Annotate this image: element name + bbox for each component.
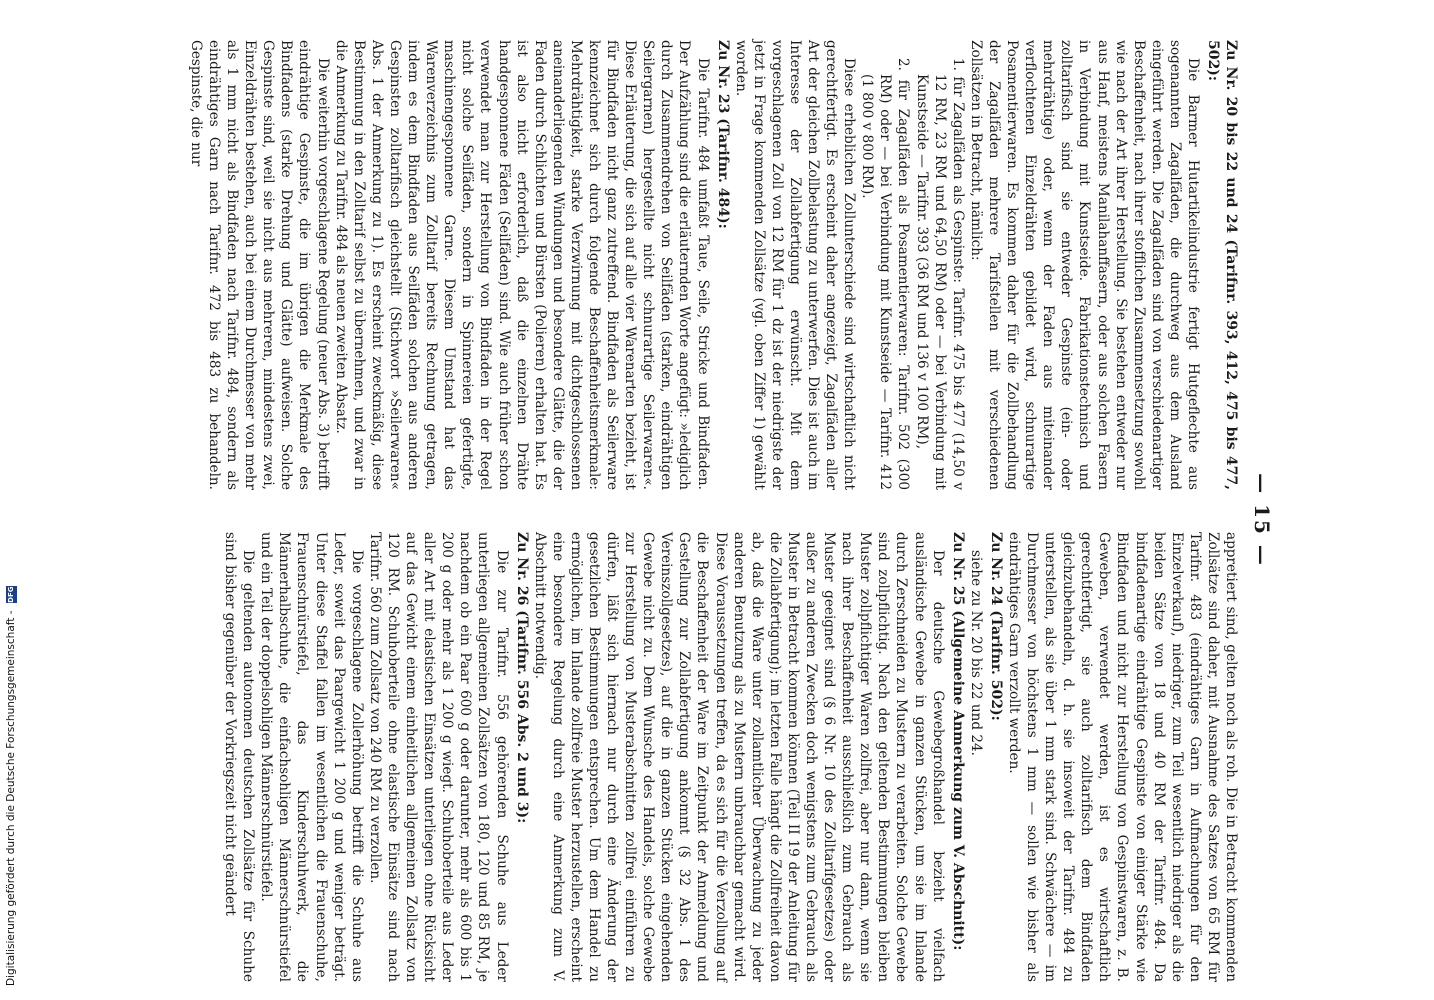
paragraph: Die vorgeschlagene Zollerhöhung betrifft die Schuhe aus Leder, soweit das Paargewicht 1 200 g und weniger beträgt. Unter diese Staffel fallen im wesentlichen die Frauenschuhe, Frauenschnürstiefel, das Kinderschuhwerk, die Männerhalbschuhe, die einfachsohligen Männerschnürstiefel und ein Teil der doppelsohligen Männerschnürstiefel.	[258, 532, 365, 982]
paragraph: appretiert sind, gelten noch als roh. Die in Betracht kommenden Zollsätze sind daher, mit Ausnahme des Satzes von 65 RM für Tarifnr. 483 (eindrähtiges Garn in Aufmachungen für den Einzelverkauf), niedriger, zum Teil wesentlich niedriger als die beiden Sätze von 18 und 40 RM der Tarifnr. 484. Da bindfadenartige eindrähtige Gespinste von einiger Stärke wie Bindfaden und nicht zur Herstellung von Gespinstwaren, z. B. Geweben, verwendet werden, ist es wirtschaftlich gerechtfertigt, sie auch zolltarifisch dem Bindfaden gleichzubehandeln, d. h. sie insoweit der Tarifnr. 484 zu unterstellen, als sie über 1 mm stark sind. Schwächere — im Durchmesser von höchstens 1 mm — sollen wie bisher als eindrähtiges Garn verzollt werden.	[1005, 532, 1239, 982]
paragraph: Die Barmer Hutartikelindustrie fertigt Hutgeflechte aus sogenannten Zagalfäden, die durchweg aus dem Ausland eingeführt werden. Die Zagalfäden sind von verschiedenartiger Beschaffenheit, nach ihrer stofflichen Zusammensetzung sowohl wie nach der Art ihrer Herstellung. Sie bestehen entweder nur aus Hanf, meistens Manilahanffasern, oder aus solchen Fasern in Verbindung mit Kunstseide. Fabrikationstechnisch und zolltarifisch sind sie entweder Gespinste (ein- oder mehrdrähtige) oder, wenn der Faden aus miteinander verflochtenen Einzeldrähten gebildet wird, schnurartige Posamentierwaren. Es kommen daher für die Zollbehandlung der Zagalfäden mehrere Tarifstellen mit verschiedenen Zollsätzen in Betracht, nämlich:	[967, 40, 1201, 490]
section-heading: Zu Nr. 25 (Allgemeine Anmerkung zum V. Abschnitt):	[949, 532, 966, 951]
section-heading: Zu Nr. 20 bis 22 und 24 (Tarifnr. 393, 412, 475 bis 477, 502):	[1205, 40, 1239, 490]
page-number: — 15 —	[1250, 473, 1274, 567]
section-heading: Zu Nr. 23 (Tarifnr. 484):	[714, 40, 731, 229]
right-column	[221, 532, 1240, 982]
section-heading: Zu Nr. 24 (Tarifnr. 502):	[987, 532, 1004, 721]
paragraph: Der deutsche Gewebegroßhandel bezieht vielfach ausländische Gewebe in ganzen Stücken, um sie im Inlande durch Zerschneiden zu Mustern zu verarbeiten. Solche Gewebe sind zollpflichtig. Nach den geltenden Bestimmungen bleiben Muster zollpflichtiger Waren zollfrei, aber nur dann, wenn sie nach ihrer Beschaffenheit ausschließlich zum Gebrauch als Muster geeignet sind (§ 6 Nr. 10 des Zolltarifgesetzes) oder außer zu anderen Zwecken doch wenigstens zum Gebrauch als Muster in Betracht kommen können (Teil II 19 der Anleitung für die Zollabfertigung); im letzten Falle hängt die Zollfreiheit davon ab, daß die Ware unter zollamtlicher Überwachung zu jeder anderen Benutzung als zu Mustern unbrauchbar gemacht wird. Diese Voraussetzungen treffen, da es sich für die Verzollung auf die Beschaffenheit der Ware im Zeitpunkt der Anmeldung und Gestellung zur Zollabfertigung ankommt (§ 32 Abs. 1 des Vereinszollgesetzes), auf die in ganzen Stücken eingehenden Gewebe nicht zu. Dem Wunsche des Handels, solche Gewebe zur Herstellung von Musterabschnitten zollfrei einführen zu dürfen, läßt sich hiernach nur durch eine Änderung der gesetzlichen Bestimmungen entsprechen. Um dem Handel zu ermöglichen, im Inlande zollfreie Muster herzustellen, erscheint eine besondere Regelung durch eine Anmerkung zum V. Abschnitt notwendig.	[531, 532, 946, 983]
paragraph: Diese erheblichen Zollunterschiede sind wirtschaftlich nicht gerechtfertigt. Es erscheint daher angezeigt, Zagalfäden aller Art der gleichen Zollbelastung zu unterwerfen. Dies ist auch im Interesse der Zollabfertigung erwünscht. Mit dem vorgeschlagenen Zoll von 12 RM für 1 dz ist der niedrigste der jetzt in Frage kommenden Zollsätze (vgl. oben Ziffer 1) gewählt worden.	[732, 40, 858, 490]
digitization-credit	[0, 0, 22, 1000]
paragraph: Die weiterhin vorgeschlagene Regelung (neuer Abs. 3) betrifft eindrähtige Gespinste, die im übrigen die Merkmale des Bindfadens (starke Drehung und Glätte) aufweisen. Solche Gespinste sind, weil sie nicht aus mehreren, mindestens zwei, Einzeldrähten bestehen, auch bei einem Durchmesser von mehr als 1 mm nicht als Bindfaden nach Tarifnr. 484, sondern als eindrähtiges Garn nach Tarifnr. 472 bis 483 zu behandeln. Gespinste, die nur	[187, 40, 331, 490]
paragraph: Die Tarifnr. 484 umfaßt Taue, Seile, Stricke und Bindfaden. Der Aufzählung sind die erläuternden Worte angefügt: »lediglich durch Zusammendrehen von Seilfäden (starken, eindrähtigen Seilergarnen) hergestellte nicht schnurartige Seilerwaren«. Diese Erläuterung, die sich auf alle vier Warenarten bezieht, ist für Bindfaden nicht ganz zutreffend. Bindfaden als Seilerware kennzeichnet sich durch folgende Beschaffenheitsmerkmale: Mehrdrähtigkeit, starke Verzwirnung mit dichtgeschlossenen aneinanderliegenden Windungen und besondere Glätte, die der Faden durch Schlichten und Bürsten (Polieren) erhalten hat. Es ist also nicht erforderlich, daß die einzelnen Drähte handgesponnene Fäden (Seilfäden) sind. Wie auch früher schon verwendet man zur Herstellung von Bindfaden in der Regel nicht solche Seilfäden, sondern in Spinnereien gefertigte, maschinengesponnene Garne. Diesem Umstand hat das Warenverzeichnis zum Zolltarif bereits Rechnung getragen, indem es dem Bindfaden aus Seilfäden solchen aus anderen Gespinsten zolltarifisch gleichstellt (Stichwort »Seilerwaren« Abs. 1 der Anmerkung zu 1). Es erscheint zweckmäßig, diese Bestimmung in den Zolltarif selbst zu übernehmen, und zwar in die Anmerkung zu Tarifnr. 484 als neuen zweiten Absatz.	[332, 40, 711, 490]
paragraph: siehe zu Nr. 20 bis 22 und 24.	[967, 550, 984, 757]
paragraph: Die zur Tarifnr. 556 gehörenden Schuhe aus Leder unterliegen allgemeinen Zollsätzen von 180, 120 und 85 RM, je nachdem ob ein Paar 600 g oder darunter, mehr als 600 bis 1 200 g oder mehr als 1 200 g wiegt. Schuhoberteile aus Leder aller Art mit elastischen Einsätzen unterliegen ohne Rücksicht auf das Gewicht einem einheitlichen allgemeinen Zollsatz von 120 RM. Schuhoberteile ohne elastische Einsätze sind nach Tarifnr. 560 zum Zollsatz von 240 RM zu verzollen.	[366, 532, 510, 982]
credit-text: Digitalisierung gefördert durch die Deutsche Forschungsgemeinschaft -	[5, 610, 17, 986]
rotated-page	[80, 40, 1280, 1000]
list-item: 2. für Zagalfäden als Posamentierwaren: Tarifnr. 502 (300 RM) oder — bei Verbindung mit Kunstseide — Tarifnr. 412 (1 800 v 800 RM).	[859, 58, 912, 490]
dfg-logo: DFG	[6, 586, 15, 603]
left-column	[187, 40, 1240, 490]
section-heading: Zu Nr. 26 (Tarifnr. 556 Abs. 2 und 3):	[513, 532, 530, 824]
list-item: 1. für Zagalfäden als Gespinste: Tarifnr. 475 bis 477 (14,50 v 12 RM, 23 RM und 64,50 RM) oder — bei Verbindung mit Kunstseide — Tarifnr. 393 (36 RM und 136 v 100 RM),	[913, 58, 966, 490]
paragraph: Die geltenden autonomen deutschen Zollsätze für Schuhe sind bisher gegenüber der Vorkriegszeit nicht geändert	[222, 532, 257, 982]
